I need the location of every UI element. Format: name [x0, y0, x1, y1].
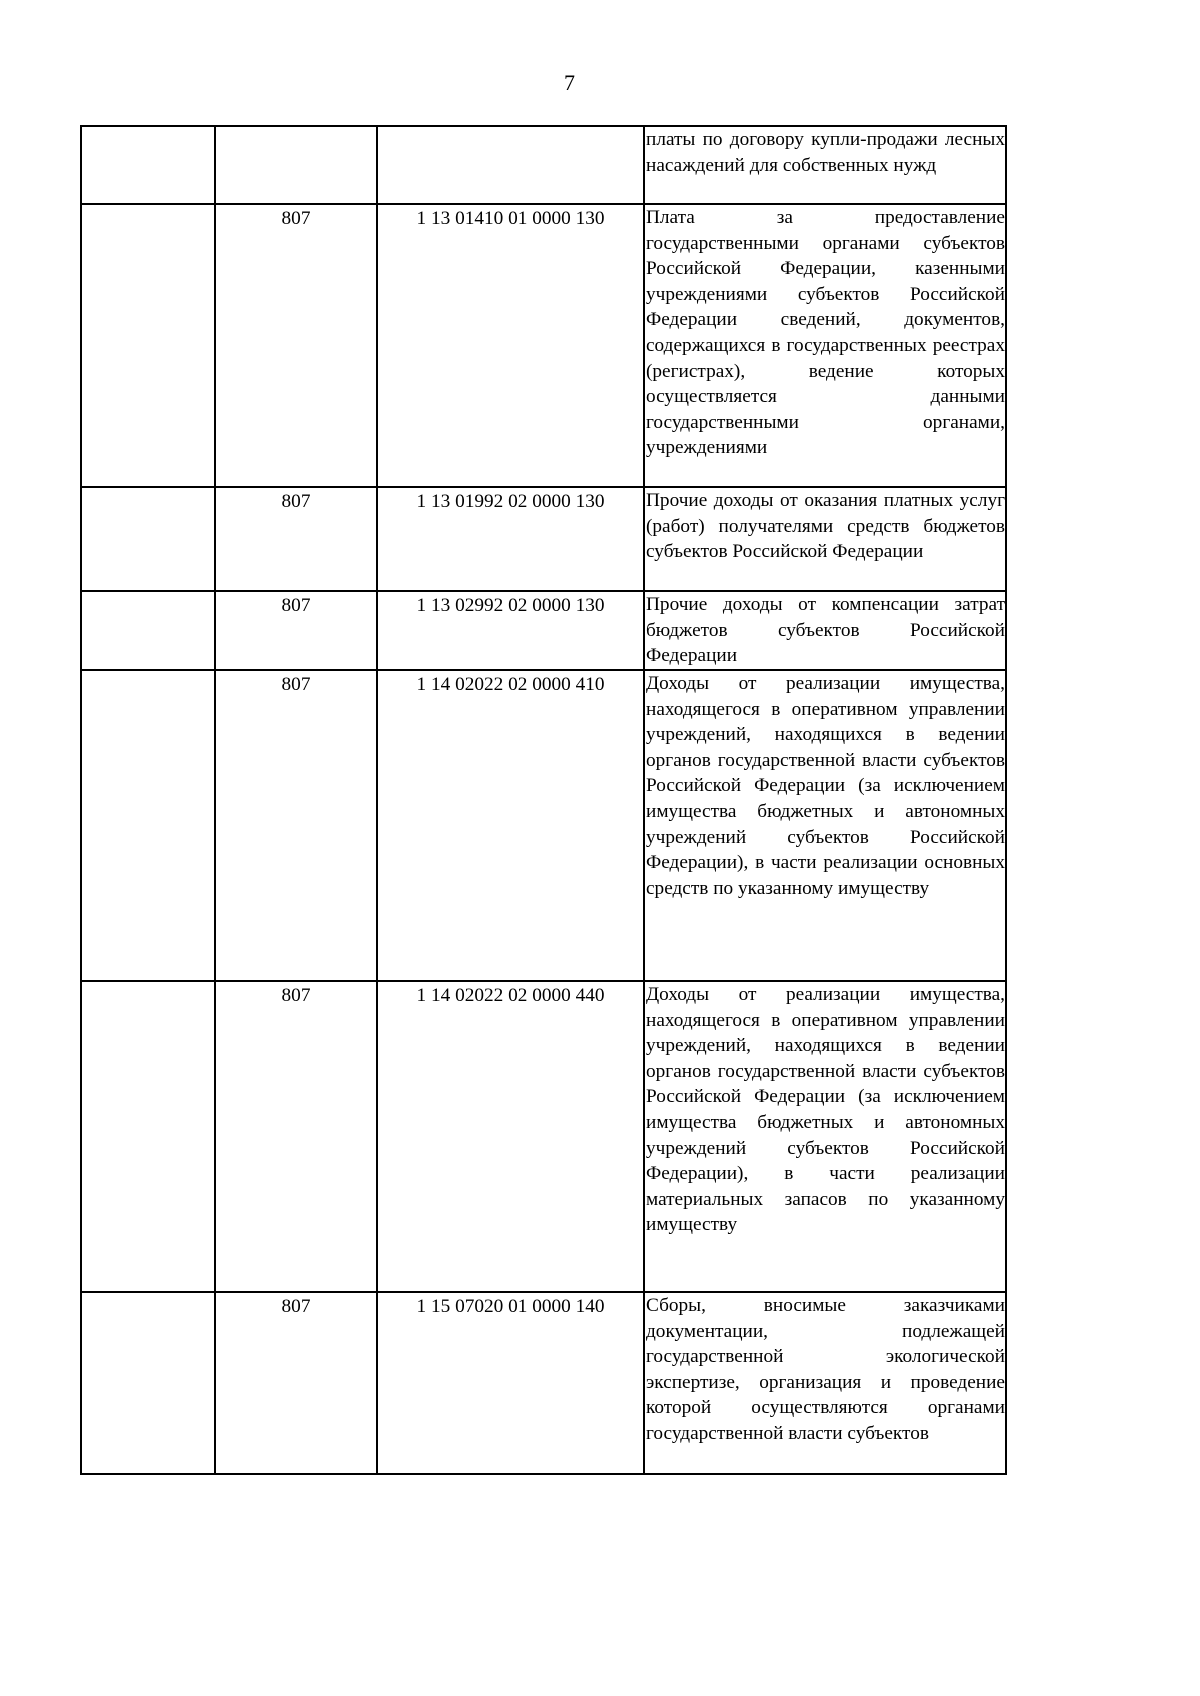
blank-cell — [81, 981, 215, 1292]
admin-code: 807 — [281, 1296, 311, 1317]
table-row — [81, 487, 1006, 591]
budget-code-cell — [377, 487, 644, 591]
blank-cell — [81, 670, 215, 981]
admin-code-cell — [215, 1292, 377, 1474]
revenue-codes-table — [80, 125, 1007, 1475]
admin-code-cell — [215, 670, 377, 981]
budget-code-cell — [377, 981, 644, 1292]
revenue-name-cell — [644, 591, 1006, 670]
table-row — [81, 204, 1006, 487]
admin-code-cell — [215, 591, 377, 670]
revenue-name: Прочие доходы от оказания платных услуг (работ) получателями средств бюджетов субъектов Российской Федерации — [646, 490, 1005, 563]
revenue-name: Сборы, вносимые заказчиками документации, подлежащей государственной экологической экспертизе, организация и проведение которой осуществляются органами государственной власти субъектов — [646, 1295, 1005, 1444]
budget-code: 1 14 02022 02 0000 410 — [416, 674, 605, 695]
blank-cell — [81, 1292, 215, 1474]
blank-cell — [81, 126, 215, 204]
admin-code: 807 — [281, 595, 311, 616]
budget-code: 1 13 01992 02 0000 130 — [416, 491, 605, 512]
page-number: 7 — [564, 70, 575, 95]
admin-code-cell — [215, 126, 377, 204]
revenue-name-cell — [644, 204, 1006, 487]
budget-code-cell — [377, 670, 644, 981]
admin-code — [216, 127, 376, 128]
admin-code: 807 — [281, 491, 311, 512]
admin-code-cell — [215, 981, 377, 1292]
revenue-name: платы по договору купли-продажи лесных насаждений для собственных нужд — [646, 129, 1005, 176]
revenue-name: Прочие доходы от компенсации затрат бюджетов субъектов Российской Федерации — [646, 594, 1005, 667]
budget-code — [378, 127, 643, 128]
table-row — [81, 126, 1006, 204]
revenue-name-cell — [644, 981, 1006, 1292]
admin-code-cell — [215, 204, 377, 487]
table-row — [81, 981, 1006, 1292]
budget-code-cell — [377, 204, 644, 487]
budget-code: 1 13 02992 02 0000 130 — [416, 595, 605, 616]
table-row — [81, 591, 1006, 670]
budget-code: 1 13 01410 01 0000 130 — [416, 208, 605, 229]
budget-code-cell — [377, 591, 644, 670]
admin-code: 807 — [281, 985, 311, 1006]
revenue-name-cell — [644, 1292, 1006, 1474]
table-row — [81, 1292, 1006, 1474]
blank-cell — [81, 204, 215, 487]
revenue-name: Доходы от реализации имущества, находящегося в оперативном управлении учреждений, находящихся в ведении органов государственной власти субъектов Российской Федерации (за исключением имущества бюджетных и автономных учреждений субъектов Российской Федерации), в части реализации основных средств по указанному имуществу — [646, 673, 1005, 899]
table-row — [81, 670, 1006, 981]
revenue-name: Доходы от реализации имущества, находящегося в оперативном управлении учреждений, находящихся в ведении органов государственной власти субъектов Российской Федерации (за исключением имущества бюджетных и автономных учреждений субъектов Российской Федерации), в части реализации материальных запасов по указанному имуществу — [646, 984, 1005, 1236]
revenue-name-cell — [644, 487, 1006, 591]
admin-code: 807 — [281, 674, 311, 695]
budget-code: 1 15 07020 01 0000 140 — [416, 1296, 605, 1317]
blank-cell — [81, 591, 215, 670]
revenue-name-cell — [644, 126, 1006, 204]
revenue-name-cell — [644, 670, 1006, 981]
table-body — [81, 126, 1006, 1474]
admin-code: 807 — [281, 208, 311, 229]
budget-code-cell — [377, 1292, 644, 1474]
blank-cell — [81, 487, 215, 591]
revenue-name: Плата за предоставление государственными органами субъектов Российской Федерации, казенными учреждениями субъектов Российской Федерации сведений, документов, содержащихся в государственных реестрах (регистрах), ведение которых осуществляется данными государственными органами, учреждениями — [646, 207, 1005, 459]
budget-code-cell — [377, 126, 644, 204]
admin-code-cell — [215, 487, 377, 591]
budget-code: 1 14 02022 02 0000 440 — [416, 985, 605, 1006]
